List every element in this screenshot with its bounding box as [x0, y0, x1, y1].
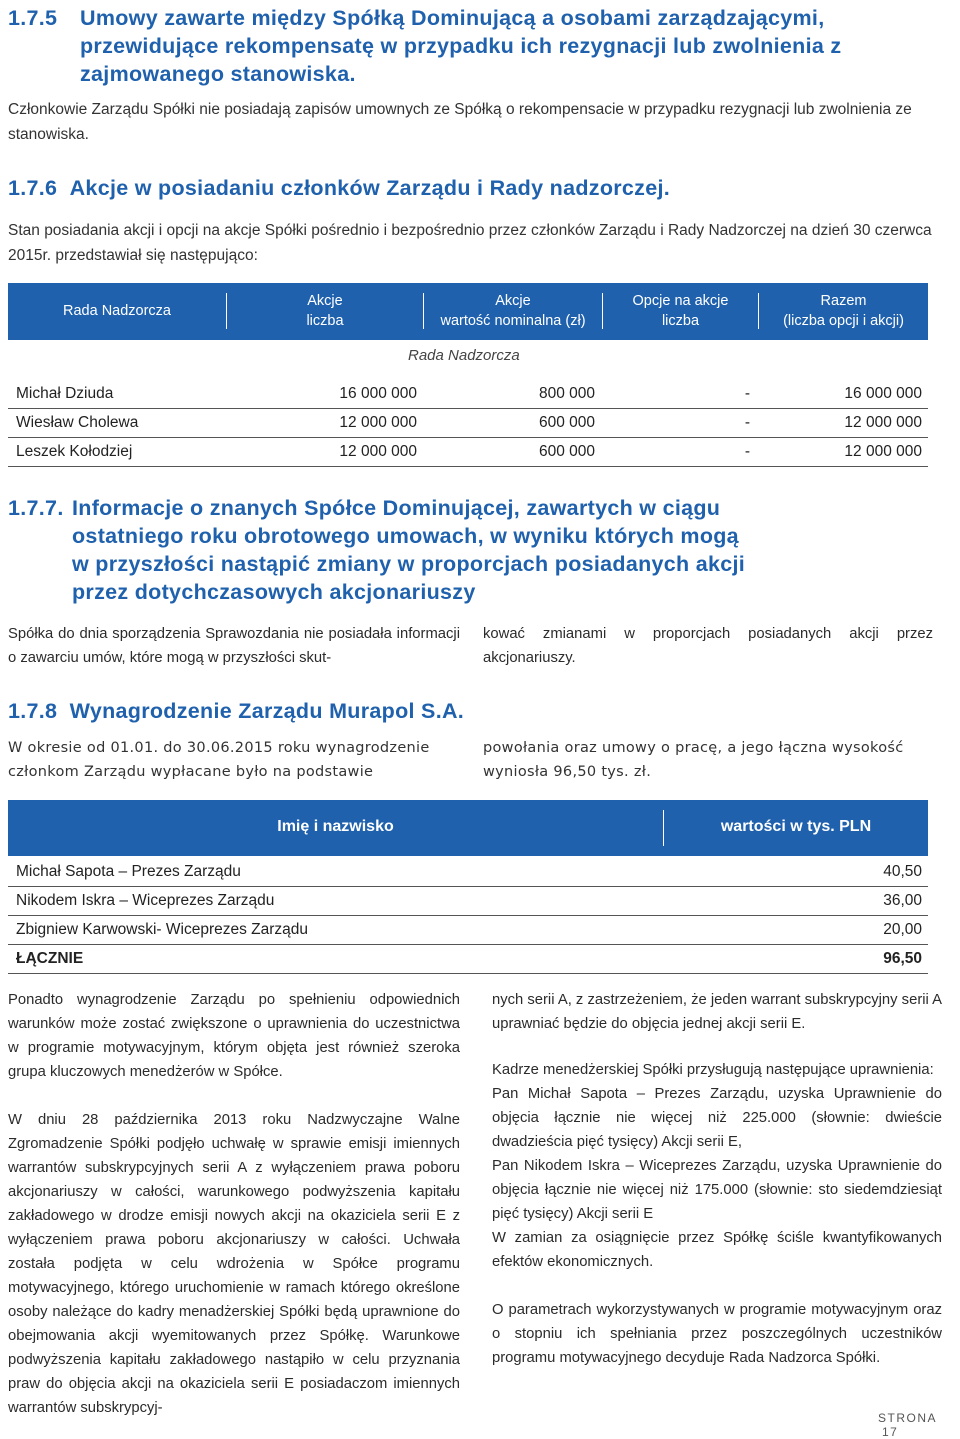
- row-nominal: 600 000: [538, 443, 595, 460]
- body-right-column: [492, 988, 942, 1370]
- header-imie-nazwisko: Imię i nazwisko: [277, 818, 394, 835]
- section-177-title-line: Informacje o znanych Spółce Dominującej, zawartych w ciągu: [72, 496, 721, 520]
- row-value: 40,50: [883, 863, 922, 880]
- total-label: ŁĄCZNIE: [16, 950, 84, 967]
- table-row: [8, 915, 928, 945]
- body-right-p2: Kadrze menedżerskiej Spółki przysługują następujące uprawnienia:: [492, 1062, 934, 1078]
- body-left-p1: Ponadto wynagrodzenie Zarządu po spełnieniu odpowiednich warunków może zostać zwiększone o uprawnienia do uczestnictwa w programie motywacyjnym, którym objęta jest również szeroka grupa kluczowych menedżerów w Spółce.: [8, 992, 460, 1080]
- section-177-col2: kować zmianami w proporcjach posiadanych akcji przez akcjonariuszy.: [483, 626, 933, 666]
- section-178-title: Wynagrodzenie Zarządu Murapol S.A.: [69, 699, 465, 723]
- row-total: 12 000 000: [844, 443, 922, 460]
- table-row: [8, 437, 928, 467]
- section-178-number: 1.7.8: [8, 699, 58, 723]
- section-175-number: 1.7.5: [8, 6, 58, 30]
- table-row: [8, 379, 928, 409]
- body-right-p5: W zamian za osiągnięcie przez Spółkę ściśle kwantyfikowanych efektów ekonomicznych.: [492, 1230, 942, 1270]
- row-name: Wiesław Cholewa: [16, 414, 139, 431]
- row-nominal: 600 000: [538, 414, 595, 431]
- header-razem: Razem (liczba opcji i akcji): [783, 293, 904, 329]
- body-left-p2: W dniu 28 października 2013 roku Nadzwyczajne Walne Zgromadzenie Spółki podjęło uchwałę w sprawie emisji imiennych warrantów subskrypcyjnych serii A z wyłączeniem prawa poboru akcjonariuszy w całości, warunkowego podwyższenia kapitału zakładowego w drodze emisji nowych akcji na okaziciela serii E z wyłączeniem prawa poboru akcjonariuszy w całości. Uchwała została podjęta w celu wdrożenia w Spółce programu motywacyjnego, którego uruchomienie w ramach którego określone osoby należące do kadry menadżerskiej Spółki będą uprawnione do obejmowania akcji wyemitowanych przez Spółkę. Warunkowe podwyższenia kapitału zakładowego nastąpiło w celu przyznania praw do objęcia akcji na okaziciela serii E posiadaczom imiennych warrantów subskrypcyj-: [8, 1112, 460, 1416]
- section-177-heading: [8, 494, 948, 606]
- page-footer: [878, 1411, 960, 1439]
- section-178-heading: [8, 697, 938, 725]
- row-options: -: [744, 385, 750, 402]
- table-row: [8, 857, 928, 887]
- header-wartosci: wartości w tys. PLN: [720, 818, 872, 835]
- header-akcje-wartosc: Akcje wartość nominalna (zł): [440, 293, 586, 329]
- section-177-col1: Spółka do dnia sporządzenia Sprawozdania nie posiadała informacji o zawarciu umów, które mogą w przyszłości skut-: [8, 626, 460, 666]
- table-row: [8, 408, 928, 438]
- row-shares: 12 000 000: [339, 414, 417, 431]
- row-name: Michał Sapota – Prezes Zarządu: [16, 863, 241, 880]
- header-opcje: Opcje na akcje liczba: [632, 293, 729, 329]
- section-177-number: 1.7.7.: [8, 496, 64, 520]
- section-178-col2: powołania oraz umowy o pracę, a jego łączna wysokość wyniosła 96,50 tys. zł.: [483, 740, 904, 780]
- section-176-heading: [8, 174, 938, 202]
- row-total: 16 000 000: [844, 385, 922, 402]
- body-right-p3: Pan Michał Sapota – Prezes Zarządu, uzyska Uprawnienie do objęcia łącznie nie więcej niż 225.000 (słownie: dwieście dwadzieścia pięć tysięcy) Akcji serii E,: [492, 1086, 942, 1150]
- row-total: 12 000 000: [844, 414, 922, 431]
- page-number: 17: [882, 1425, 899, 1439]
- section-177-title-line: w przyszłości nastąpić zmiany w proporcjach posiadanych akcji: [72, 552, 746, 576]
- shares-table-header: [8, 283, 928, 340]
- total-value: 96,50: [883, 950, 922, 967]
- section-175-heading: [8, 4, 938, 88]
- table-row: [8, 886, 928, 916]
- section-176-text: Stan posiadania akcji i opcji na akcje Spółki pośrednio i bezpośrednio przez członków Zarządu i Rady Nadzorczej na dzień 30 czerwca 2015r. przedstawiał się następująco:: [8, 222, 932, 264]
- row-options: -: [744, 414, 750, 431]
- row-options: -: [744, 443, 750, 460]
- shares-group-label: Rada Nadzorcza: [408, 347, 520, 364]
- body-right-p6: O parametrach wykorzystywanych w programie motywacyjnym oraz o stopniu ich spełniania przez poszczególnych uczestników programu motywacyjnego decyduje Rada Nadzorca Spółki.: [492, 1302, 942, 1366]
- section-177-title-line: ostatniego roku obrotowego umowach, w wyniku których mogą: [72, 524, 739, 548]
- row-value: 36,00: [883, 892, 922, 909]
- body-left-column: [8, 988, 460, 1420]
- pay-table-header: [8, 800, 928, 856]
- row-nominal: 800 000: [538, 385, 595, 402]
- row-value: 20,00: [883, 921, 922, 938]
- header-akcje-liczba: Akcje liczba: [306, 293, 344, 329]
- row-shares: 12 000 000: [339, 443, 417, 460]
- section-177-title-line: przez dotychczasowych akcjonariuszy: [72, 580, 476, 604]
- header-rada-nadzorcza: Rada Nadzorcza: [63, 303, 171, 319]
- section-178-col1: W okresie od 01.01. do 30.06.2015 roku wynagrodzenie członkom Zarządu wypłacane było na podstawie: [8, 740, 430, 780]
- body-right-p4: Pan Nikodem Iskra – Wiceprezes Zarządu, uzyska Uprawnienie do objęcia łącznie nie więcej niż 175.000 (słownie: sto siedemdziesiąt pięć tysięcy) Akcji serii E: [492, 1158, 942, 1222]
- body-right-p1: nych serii A, z zastrzeżeniem, że jeden warrant subskrypcyjny serii A uprawniać będzie do objęcia jednej akcji serii E.: [492, 992, 942, 1032]
- row-name: Leszek Kołodziej: [16, 443, 133, 460]
- section-175-title: Umowy zawarte między Spółką Dominującą a osobami zarządzającymi, przewidujące rekompensatę w przypadku ich rezygnacji lub zwolnienia z zajmowanego stanowiska.: [80, 6, 842, 86]
- row-name: Michał Dziuda: [16, 385, 114, 402]
- section-176-title: Akcje w posiadaniu członków Zarządu i Rady nadzorczej.: [69, 176, 671, 200]
- row-name: Zbigniew Karwowski- Wiceprezes Zarządu: [16, 921, 309, 938]
- page-label: STRONA: [878, 1411, 937, 1425]
- section-175-text: Członkowie Zarządu Spółki nie posiadają zapisów umownych ze Spółką o rekompensacie w przypadku rezygnacji lub zwolnienia ze stanowiska.: [8, 101, 912, 143]
- section-176-number: 1.7.6: [8, 176, 58, 200]
- row-shares: 16 000 000: [339, 385, 417, 402]
- table-total-row: [8, 944, 928, 974]
- row-name: Nikodem Iskra – Wiceprezes Zarządu: [16, 892, 275, 909]
